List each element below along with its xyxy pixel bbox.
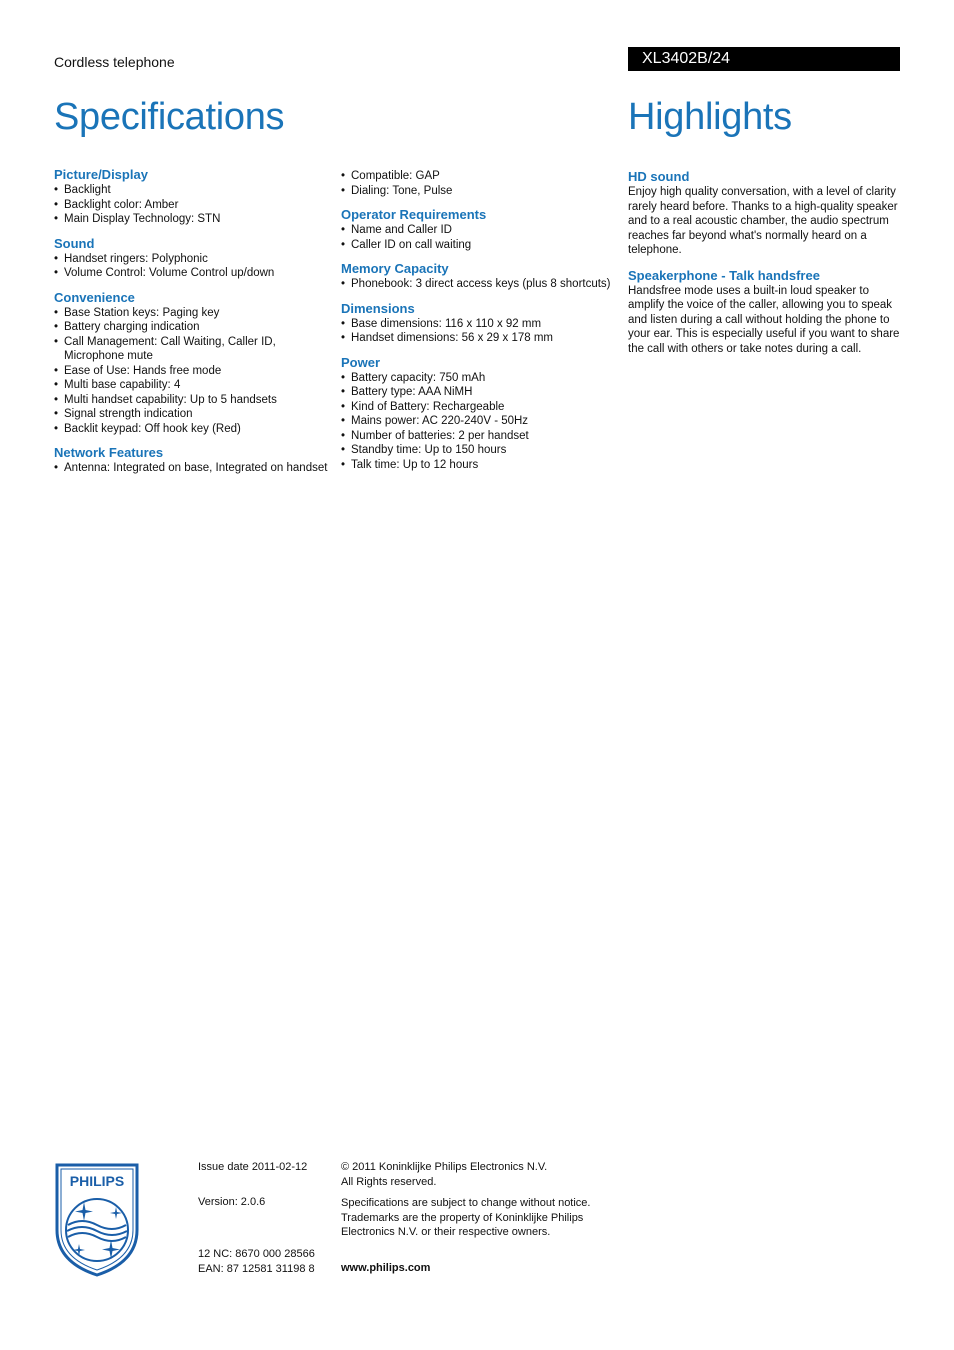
spec-item: • Compatible: GAP [341,169,621,184]
spec-item: • Base dimensions: 116 x 110 x 92 mm [341,317,621,332]
spec-item: • Multi base capability: 4 [54,378,334,393]
specs-column-2 [341,169,621,481]
spec-item: • Name and Caller ID [341,223,621,238]
spec-item: • Backlight [54,183,334,198]
highlight-text: Handsfree mode uses a built-in loud speaker to amplify the voice of the caller, allowing you to speak and listen during a call without holding the phone to your ear. This is especially useful if you want to share the call with others or take notes during a call. [628,284,900,355]
spec-section-title: Picture/Display [54,167,148,182]
legal-notice-line: Specifications are subject to change without notice. [341,1197,591,1209]
highlight-text: Enjoy high quality conversation, with a level of clarity rarely heard before. Thanks to a high-quality speaker and to a real acoustic chamber, the audio spectrum reaches far beyond what's normally heard on a telephone. [628,186,898,256]
spec-item: • Battery capacity: 750 mAh [341,371,621,386]
spec-item: • Ease of Use: Hands free mode [54,364,334,379]
spec-item: • Battery charging indication [54,320,334,335]
copyright-line: All Rights reserved. [341,1175,437,1188]
copyright-line: © 2011 Koninklijke Philips Electronics N.V. [341,1161,548,1173]
spec-section-title: Memory Capacity [341,261,449,276]
spec-section-title: Network Features [54,445,164,460]
spec-item: • Mains power: AC 220-240V - 50Hz [341,414,621,429]
product-codes [198,1247,315,1276]
copyright [341,1160,611,1189]
spec-item: • Antenna: Integrated on base, Integrated on handset [54,461,334,476]
spec-section [341,261,621,292]
issue-date: Issue date 2011-02-12 [198,1161,308,1173]
spec-section-title: Sound [54,235,95,251]
spec-item: • Caller ID on call waiting [341,238,621,253]
version: Version: 2.0.6 [198,1196,266,1208]
spec-item: • Call Management: Call Waiting, Caller ID, Microphone mute [54,335,334,364]
philips-shield-logo [54,1162,140,1278]
spec-item: • Phonebook: 3 direct access keys (plus 8 shortcuts) [341,277,621,292]
model-number: XL3402B/24 [642,50,731,67]
spec-section-title: Dimensions [341,300,415,316]
spec-section [341,169,621,198]
nc-code: 12 NC: 8670 000 28566 [198,1248,315,1260]
model-number-bar [628,47,900,71]
highlight-title: Speakerphone - Talk handsfree [628,267,820,283]
spec-item: • Backlight color: Amber [54,198,334,213]
spec-section [341,301,621,346]
website-link[interactable]: www.philips.com [341,1262,431,1274]
spec-section [341,207,621,252]
logo-text: PHILIPS [69,1173,125,1189]
spec-section-title: Power [341,354,381,370]
highlight-section [628,268,900,357]
spec-item: • Main Display Technology: STN [54,212,334,227]
spec-item: • Multi handset capability: Up to 5 handsets [54,393,334,408]
spec-section [341,355,621,473]
spec-section [54,167,334,227]
spec-item: • Dialing: Tone, Pulse [341,184,621,199]
spec-section [54,290,334,437]
product-category: Cordless telephone [54,54,175,70]
spec-section [54,445,334,476]
spec-item: • Battery type: AAA NiMH [341,385,621,400]
legal-notice-line: Electronics N.V. or their respective owners. [341,1226,551,1238]
highlight-title: HD sound [628,169,690,184]
spec-item: • Talk time: Up to 12 hours [341,458,621,473]
specs-column-1 [54,167,334,485]
spec-item: • Number of batteries: 2 per handset [341,429,621,444]
spec-section-title: Convenience [54,289,135,305]
highlight-section [628,169,900,258]
spec-item: • Handset dimensions: 56 x 29 x 178 mm [341,331,621,346]
spec-item: • Standby time: Up to 150 hours [341,443,621,458]
spec-item: • Handset ringers: Polyphonic [54,252,334,267]
spec-item: • Kind of Battery: Rechargeable [341,400,621,415]
legal-notice-line: Trademarks are the property of Koninklijke Philips [341,1211,584,1224]
spec-item: • Volume Control: Volume Control up/down [54,266,334,281]
spec-section [54,236,334,281]
ean-code: EAN: 87 12581 31198 8 [198,1262,315,1275]
spec-item: • Base Station keys: Paging key [54,306,334,321]
specifications-title: Specifications [54,96,285,138]
spec-item: • Signal strength indication [54,407,334,422]
spec-section-title: Operator Requirements [341,207,487,222]
legal-notice [341,1196,611,1240]
highlights-column [628,169,900,366]
spec-item: • Backlit keypad: Off hook key (Red) [54,422,334,437]
highlights-title: Highlights [628,96,792,138]
